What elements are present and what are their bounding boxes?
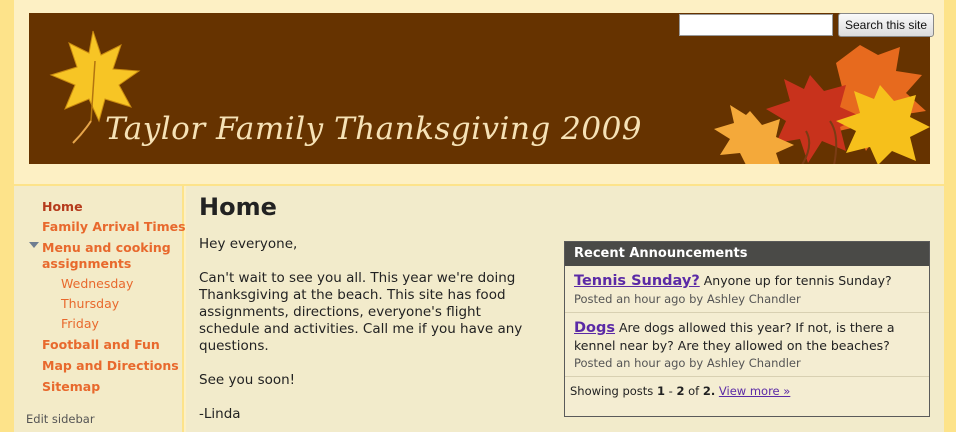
post-title-link[interactable]: Dogs [574, 320, 616, 336]
signature-paragraph: -Linda [199, 406, 241, 422]
main-content [186, 186, 944, 432]
autumn-leaves-icon [710, 35, 930, 164]
post-meta: Posted an hour ago by Ashley Chandler [574, 356, 801, 370]
sidebar-item-friday[interactable]: Friday [61, 316, 99, 331]
post-title-link[interactable]: Tennis Sunday? [574, 273, 700, 289]
post-body: Anyone up for tennis Sunday? [703, 273, 892, 288]
range-end: 2 [676, 384, 685, 398]
announcement-post [565, 266, 929, 313]
sidebar-item-thursday[interactable]: Thursday [61, 296, 120, 311]
page-body [199, 236, 544, 432]
post-body: Are dogs allowed this year? If not, is there a kennel near by? Are they allowed on the beaches? [574, 320, 895, 353]
showing-prefix: Showing posts [570, 384, 654, 398]
sidebar-item-home[interactable]: Home [42, 199, 83, 214]
post-meta: Posted an hour ago by Ashley Chandler [574, 292, 801, 306]
search-input[interactable] [679, 14, 833, 36]
view-more-link[interactable]: View more » [718, 384, 791, 398]
range-start: 1 [656, 384, 665, 398]
announcement-post [565, 313, 929, 377]
sidebar-item-family-arrival-times[interactable]: Family Arrival Times [42, 219, 186, 234]
sidebar-item-football-and-fun[interactable]: Football and Fun [42, 337, 160, 352]
page-title: Home [199, 193, 277, 221]
of-word: of [688, 384, 700, 398]
sidebar-item-map-and-directions[interactable]: Map and Directions [42, 358, 179, 373]
announcements-heading: Recent Announcements [565, 242, 929, 266]
edit-sidebar-link[interactable]: Edit sidebar [26, 412, 95, 426]
closing-paragraph: See you soon! [199, 372, 296, 388]
range-separator: - [668, 384, 673, 398]
recent-announcements-widget [564, 241, 930, 417]
search-button[interactable]: Search this site [838, 13, 934, 37]
site-title: Taylor Family Thanksgiving 2009 [105, 111, 643, 147]
greeting-paragraph: Hey everyone, [199, 236, 298, 252]
expand-arrow-icon[interactable] [29, 242, 39, 248]
sidebar-nav [14, 186, 184, 432]
sidebar-item-menu-and-cooking[interactable]: Menu and cooking assignments [42, 240, 171, 271]
sidebar-item-wednesday[interactable]: Wednesday [61, 276, 134, 291]
sidebar-item-sitemap[interactable]: Sitemap [42, 379, 101, 394]
post-count-summary [565, 377, 929, 398]
intro-paragraph: Can't wait to see you all. This year we're doing Thanksgiving at the beach. This site has food assignments, directions, everyone's flight schedule and activities. Call me if you have any questions. [199, 270, 523, 354]
post-total: 2. [702, 384, 716, 398]
